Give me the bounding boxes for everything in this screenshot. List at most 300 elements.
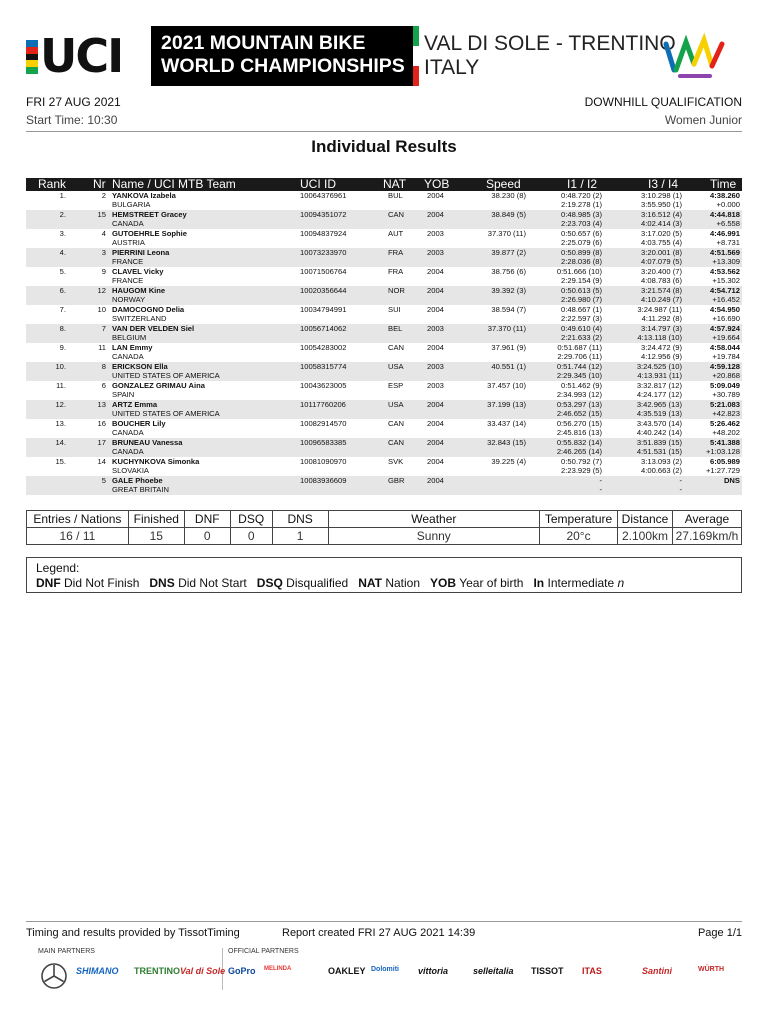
cell-nr: 13 <box>97 400 106 409</box>
cell-team: BULGARIA <box>112 200 151 209</box>
cell-team: SWITZERLAND <box>112 314 167 323</box>
cell-rank: 12. <box>55 400 66 409</box>
table-row <box>26 400 742 419</box>
cell-team: UNITED STATES OF AMERICA <box>112 371 220 380</box>
cell-name: KUCHYNKOVA Simonka <box>112 457 200 466</box>
cell-nr: 17 <box>97 438 106 447</box>
legend-abbr: DNS <box>149 576 175 590</box>
cell-rank: 2. <box>59 210 66 219</box>
cell-rank: 6. <box>59 286 66 295</box>
results-rows <box>26 191 742 495</box>
col-yob: YOB <box>424 177 450 191</box>
cell-gap: +0.000 <box>716 200 740 209</box>
cell-uci-id: 10081090970 <box>300 457 347 466</box>
table-row <box>26 191 742 210</box>
cell-team: CANADA <box>112 447 144 456</box>
cell-i2: 2:22.597 (3) <box>561 314 602 323</box>
summary-table <box>26 510 742 545</box>
cell-name: ARTZ Emma <box>112 400 158 409</box>
summary-header: Distance <box>618 511 673 528</box>
championship-title <box>151 26 413 86</box>
cell-i2: 2:26.980 (7) <box>561 295 602 304</box>
cell-time: 5:21.083 <box>710 400 740 409</box>
cell-i3: 3:13.093 (2) <box>641 457 682 466</box>
cell-time: 5:09.049 <box>710 381 740 390</box>
cell-gap: +19.664 <box>712 333 740 342</box>
cell-speed: 33.437 (14) <box>487 419 526 428</box>
summary-header: Entries / Nations <box>27 511 129 528</box>
cell-speed: 38.849 (5) <box>491 210 526 219</box>
event-line-1: 2021 MOUNTAIN BIKE <box>161 32 366 54</box>
summary-header: DNF <box>184 511 230 528</box>
cell-name: BOUCHER Lily <box>112 419 166 428</box>
cell-nat: BEL <box>388 324 403 333</box>
cell-i3: 3:24.525 (10) <box>636 362 682 371</box>
cell-time: 5:41.388 <box>710 438 740 447</box>
cell-time: 5:26.462 <box>710 419 740 428</box>
legend-text: Did Not Start <box>178 576 247 590</box>
legend-box <box>26 557 742 593</box>
cell-time: 4:54.712 <box>710 286 740 295</box>
cell-name: ERICKSON Ella <box>112 362 168 371</box>
uci-logo-text: UCI <box>40 29 123 83</box>
col-speed: Speed <box>486 177 521 191</box>
cell-gap: +20.868 <box>712 371 740 380</box>
legend-text: Intermediate <box>547 576 615 590</box>
partner-logo: GoPro <box>228 966 256 976</box>
cell-i2: 2:46.265 (14) <box>556 447 602 456</box>
cell-rank: 11. <box>56 381 66 390</box>
cell-i1: 0:48.985 (3) <box>561 210 602 219</box>
cell-rank: 5. <box>59 267 66 276</box>
partner-logo: selleitalia <box>473 966 514 976</box>
cell-name: BRUNEAU Vanessa <box>112 438 183 447</box>
cell-rank: 14. <box>55 438 66 447</box>
cell-rank: 7. <box>59 305 66 314</box>
cell-gap: +1:27.729 <box>706 466 740 475</box>
cell-time: 4:58.044 <box>710 343 740 352</box>
cell-nr: 14 <box>97 457 106 466</box>
official-partners-label: OFFICIAL PARTNERS <box>228 948 299 955</box>
cell-yob: 2004 <box>427 400 444 409</box>
event-line-2: WORLD CHAMPIONSHIPS <box>161 55 405 77</box>
cell-i3: 3:32.817 (12) <box>636 381 682 390</box>
cell-nr: 16 <box>97 419 106 428</box>
cell-i4: 4:08.783 (6) <box>641 276 682 285</box>
cell-time: 4:53.562 <box>710 267 740 276</box>
cell-uci-id: 10096583385 <box>300 438 347 447</box>
cell-i4: 4:10.249 (7) <box>641 295 682 304</box>
cell-i1: 0:51.666 (10) <box>556 267 602 276</box>
cell-i2: 2:23.929 (5) <box>561 466 602 475</box>
table-row <box>26 248 742 267</box>
cell-time: 4:57.924 <box>710 324 740 333</box>
start-time: Start Time: 10:30 <box>26 113 118 127</box>
cell-i2: 2:25.079 (6) <box>561 238 602 247</box>
cell-nr: 6 <box>101 381 106 390</box>
cell-uci-id: 10094351072 <box>300 210 347 219</box>
page-title: Individual Results <box>311 137 457 156</box>
cell-rank: 9. <box>59 343 66 352</box>
cell-speed: 37.199 (13) <box>487 400 526 409</box>
cell-nr: 2 <box>101 191 106 200</box>
cell-i1: - <box>599 476 602 485</box>
race-category: Women Junior <box>664 113 742 127</box>
cell-uci-id: 10054283002 <box>300 343 347 352</box>
legend-text: Did Not Finish <box>64 576 140 590</box>
page-number: Page 1/1 <box>697 927 742 939</box>
cell-yob: 2004 <box>427 343 444 352</box>
cell-i1: 0:55.832 (14) <box>556 438 602 447</box>
cell-gap: +8.731 <box>716 238 740 247</box>
cell-i1: 0:48.720 (2) <box>561 191 602 200</box>
summary-header: Weather <box>328 511 539 528</box>
cell-nr: 11 <box>98 343 106 352</box>
cell-i4: 4:02.414 (3) <box>641 219 682 228</box>
cell-rank: 8. <box>59 324 66 333</box>
table-row <box>26 343 742 362</box>
col-time: Time <box>710 177 737 191</box>
table-row <box>26 419 742 438</box>
race-date: FRI 27 AUG 2021 <box>26 95 121 109</box>
cell-time: 4:51.569 <box>710 248 740 257</box>
uci-logo <box>26 26 151 86</box>
summary-value: 16 / 11 <box>27 528 129 545</box>
cell-i4: 4:11.292 (8) <box>641 314 682 323</box>
cell-name: PIERRINI Leona <box>112 248 170 257</box>
cell-yob: 2004 <box>427 305 444 314</box>
cell-uci-id: 10082914570 <box>300 419 347 428</box>
cell-i4: - <box>679 485 682 494</box>
italian-flag-stripe <box>413 26 419 86</box>
legend-text: Year of birth <box>459 576 524 590</box>
cell-nat: AUT <box>388 229 404 238</box>
cell-gap: +48.202 <box>712 428 740 437</box>
legend-abbr: NAT <box>358 576 382 590</box>
venue-line-2: ITALY <box>424 56 480 79</box>
venue-title <box>424 32 676 80</box>
uci-rainbow-stripes <box>26 40 38 74</box>
legend-abbr: YOB <box>430 576 457 590</box>
cell-i4: 4:00.663 (2) <box>641 466 682 475</box>
table-row <box>26 267 742 286</box>
cell-rank: 10. <box>55 362 66 371</box>
cell-team: BELGIUM <box>112 333 147 342</box>
cell-yob: 2003 <box>427 248 444 257</box>
cell-nr: 7 <box>101 324 106 333</box>
timing-provider: Timing and results provided by TissotTiming <box>26 927 240 939</box>
cell-nat: FRA <box>388 248 404 257</box>
cell-rank: 1. <box>59 191 66 200</box>
table-row <box>26 438 742 457</box>
cell-yob: 2004 <box>427 457 444 466</box>
cell-team: FRANCE <box>112 257 144 266</box>
cell-speed: 37.961 (9) <box>491 343 526 352</box>
cell-nr: 4 <box>101 229 106 238</box>
cell-gap: +13.309 <box>712 257 740 266</box>
cell-yob: 2004 <box>427 438 444 447</box>
cell-time: DNS <box>723 476 740 485</box>
cell-rank: 4. <box>59 248 66 257</box>
summary-value: 1 <box>272 528 328 545</box>
legend-abbr: DSQ <box>256 576 283 590</box>
cell-i3: 3:10.298 (1) <box>641 191 682 200</box>
cell-i4: 4:51.531 (15) <box>636 447 682 456</box>
cell-i2: 2:23.703 (4) <box>561 219 602 228</box>
cell-i4: 4:13.118 (10) <box>637 333 682 342</box>
cell-uci-id: 10020356644 <box>300 286 347 295</box>
cell-i4: 4:24.177 (12) <box>636 390 682 399</box>
cell-speed: 38.594 (7) <box>491 305 526 314</box>
legend-suffix: n <box>617 576 625 590</box>
partner-logo: Val di Sole <box>180 966 226 976</box>
cell-nat: NOR <box>388 286 405 295</box>
col-name: Name / UCI MTB Team <box>112 177 236 191</box>
cell-i1: 0:49.610 (4) <box>561 324 602 333</box>
cell-team: SLOVAKIA <box>112 466 150 475</box>
cell-yob: 2004 <box>427 419 444 428</box>
cell-nr: 15 <box>97 210 106 219</box>
cell-i2: 2:45.816 (13) <box>556 428 602 437</box>
cell-team: NORWAY <box>112 295 146 304</box>
cell-uci-id: 10043623005 <box>300 381 347 390</box>
cell-team: GREAT BRITAIN <box>112 485 169 494</box>
cell-i1: 0:50.613 (5) <box>561 286 602 295</box>
cell-name: HEMSTREET Gracey <box>112 210 187 219</box>
cell-gap: +16.452 <box>712 295 740 304</box>
summary-value: 27.169km/h <box>672 528 741 545</box>
summary-value: 0 <box>184 528 230 545</box>
cell-speed: 37.370 (11) <box>487 324 526 333</box>
cell-yob: 2003 <box>427 381 444 390</box>
cell-time: 4:44.818 <box>710 210 740 219</box>
partner-logo: ITAS <box>582 966 602 976</box>
cell-nat: CAN <box>388 419 405 428</box>
cell-speed: 37.370 (11) <box>487 229 526 238</box>
legend-abbr: In <box>533 576 545 590</box>
partner-logo: Santini <box>642 966 673 976</box>
cell-i1: 0:50.792 (7) <box>561 457 602 466</box>
race-discipline: DOWNHILL QUALIFICATION <box>584 95 742 109</box>
cell-time: 4:46.991 <box>710 229 740 238</box>
col-nat: NAT <box>383 177 407 191</box>
cell-nat: CAN <box>388 343 405 352</box>
cell-i4: 3:55.950 (1) <box>641 200 682 209</box>
summary-header: DNS <box>272 511 328 528</box>
cell-i1: 0:56.270 (15) <box>556 419 602 428</box>
cell-nat: BUL <box>388 191 403 200</box>
cell-team: CANADA <box>112 352 144 361</box>
partner-logo: WÜRTH <box>698 966 725 973</box>
cell-i3: 3:16.512 (4) <box>641 210 682 219</box>
cell-gap: +15.302 <box>712 276 740 285</box>
cell-i1: 0:53.297 (13) <box>556 400 602 409</box>
report-created: Report created FRI 27 AUG 2021 14:39 <box>282 927 476 939</box>
partners-strip <box>26 948 742 998</box>
cell-nat: USA <box>388 400 404 409</box>
summary-header-row <box>27 511 742 528</box>
cell-nr: 8 <box>101 362 106 371</box>
cell-team: AUSTRIA <box>112 238 145 247</box>
legend-items <box>36 576 624 590</box>
cell-team: CANADA <box>112 428 144 437</box>
cell-yob: 2003 <box>427 324 444 333</box>
cell-i4: 4:35.519 (13) <box>636 409 682 418</box>
cell-i1: 0:51.687 (11) <box>557 343 602 352</box>
cell-uci-id: 10073233970 <box>300 248 347 257</box>
cell-i4: 4:12.956 (9) <box>641 352 682 361</box>
partner-logo: Dolomiti <box>371 966 399 973</box>
cell-yob: 2003 <box>427 229 444 238</box>
cell-name: YANKOVA Izabela <box>112 191 176 200</box>
cell-i3: 3:51.839 (15) <box>636 438 682 447</box>
footer-divider <box>26 921 742 922</box>
cell-i3: 3:17.020 (5) <box>641 229 682 238</box>
cell-nat: CAN <box>388 438 405 447</box>
cell-team: SPAIN <box>112 390 135 399</box>
summary-header: Average <box>672 511 741 528</box>
cell-team: CANADA <box>112 219 144 228</box>
cell-uci-id: 10064376961 <box>300 191 347 200</box>
partner-logo: vittoria <box>418 966 449 976</box>
cell-i2: 2:28.036 (8) <box>561 257 602 266</box>
cell-nr: 5 <box>101 476 106 485</box>
cell-i2: 2:34.993 (12) <box>556 390 602 399</box>
cell-time: 4:59.128 <box>710 362 740 371</box>
summary-value-row <box>27 528 742 545</box>
cell-nat: USA <box>388 362 404 371</box>
cell-uci-id: 10094837924 <box>300 229 347 238</box>
col-uci-id: UCI ID <box>300 177 336 191</box>
partner-logo: TISSOT <box>531 966 564 976</box>
cell-i1: 0:50.899 (8) <box>561 248 602 257</box>
summary-header: Finished <box>128 511 184 528</box>
cell-speed: 38.756 (6) <box>491 267 526 276</box>
results-header <box>26 178 742 191</box>
col-nr: Nr <box>93 177 106 191</box>
event-banner <box>26 26 742 86</box>
table-row <box>26 362 742 381</box>
cell-i3: 3:24.987 (11) <box>637 305 682 314</box>
legend-title: Legend: <box>36 561 80 575</box>
cell-i3: 3:20.001 (8) <box>641 248 682 257</box>
partner-logo: MELINDA <box>264 966 292 972</box>
summary-value: 20°c <box>540 528 618 545</box>
cell-nr: 3 <box>101 248 106 257</box>
col-i1i2: I1 / I2 <box>567 177 598 191</box>
cell-yob: 2004 <box>427 267 444 276</box>
cell-uci-id: 10034794991 <box>300 305 347 314</box>
summary-value: 2.100km <box>618 528 673 545</box>
cell-name: DAMOCOGNO Delia <box>112 305 185 314</box>
cell-gap: +1:03.128 <box>706 447 740 456</box>
table-row <box>26 286 742 305</box>
cell-time: 6:05.989 <box>710 457 740 466</box>
cell-speed: 39.225 (4) <box>491 457 526 466</box>
cell-speed: 37.457 (10) <box>487 381 526 390</box>
legend-text: Nation <box>385 576 421 590</box>
cell-speed: 38.230 (8) <box>491 191 526 200</box>
partner-logo: TRENTINO <box>134 966 180 976</box>
summary-value: 15 <box>128 528 184 545</box>
cell-yob: 2004 <box>427 286 444 295</box>
cell-uci-id: 10058315774 <box>300 362 347 371</box>
results-table <box>26 178 742 495</box>
table-row <box>26 324 742 343</box>
mercedes-logo-icon <box>40 962 68 990</box>
cell-i3: 3:43.570 (14) <box>636 419 682 428</box>
cell-i1: 0:51.744 (12) <box>556 362 602 371</box>
col-rank: Rank <box>38 177 67 191</box>
cell-i2: 2:19.278 (1) <box>561 200 602 209</box>
val-di-sole-logo-icon <box>660 30 732 82</box>
cell-nr: 12 <box>97 286 106 295</box>
cell-name: CLAVEL Vicky <box>112 267 164 276</box>
cell-i2: 2:29.154 (9) <box>561 276 602 285</box>
summary-header: DSQ <box>230 511 272 528</box>
cell-gap: +16.690 <box>712 314 740 323</box>
divider <box>26 131 742 132</box>
cell-uci-id: 10083936609 <box>300 476 347 485</box>
cell-uci-id: 10056714062 <box>300 324 347 333</box>
cell-speed: 39.392 (3) <box>491 286 526 295</box>
main-partners-label: MAIN PARTNERS <box>38 948 95 955</box>
table-row <box>26 457 742 476</box>
cell-name: VAN DER VELDEN Siel <box>112 324 195 333</box>
cell-uci-id: 10117760206 <box>300 400 346 409</box>
cell-i2: 2:21.633 (2) <box>561 333 602 342</box>
cell-i3: - <box>679 476 682 485</box>
cell-i3: 3:42.965 (13) <box>636 400 682 409</box>
cell-i4: 4:40.242 (14) <box>636 428 682 437</box>
cell-name: GONZALEZ GRIMAU Aina <box>112 381 205 390</box>
cell-i2: 2:29.706 (11) <box>557 352 602 361</box>
cell-team: UNITED STATES OF AMERICA <box>112 409 220 418</box>
cell-i3: 3:20.400 (7) <box>641 267 682 276</box>
summary-header: Temperature <box>540 511 618 528</box>
cell-gap: +19.784 <box>712 352 740 361</box>
cell-i1: 0:50.657 (6) <box>561 229 602 238</box>
cell-nat: SUI <box>388 305 401 314</box>
summary-value: 0 <box>230 528 272 545</box>
legend-text: Disqualified <box>286 576 349 590</box>
cell-name: GALE Phoebe <box>112 476 163 485</box>
cell-i3: 3:14.797 (3) <box>641 324 682 333</box>
table-row <box>26 229 742 248</box>
table-row <box>26 476 742 495</box>
cell-yob: 2004 <box>427 191 444 200</box>
cell-nat: SVK <box>388 457 404 466</box>
cell-i2: 2:46.652 (15) <box>556 409 602 418</box>
cell-gap: +30.789 <box>712 390 740 399</box>
table-row <box>26 305 742 324</box>
cell-nr: 10 <box>97 305 106 314</box>
partner-logo: SHIMANO <box>76 966 119 976</box>
cell-team: FRANCE <box>112 276 144 285</box>
cell-gap: +42.823 <box>712 409 740 418</box>
partner-logo: OAKLEY <box>328 966 366 976</box>
cell-i3: 3:24.472 (9) <box>641 343 682 352</box>
cell-i4: 4:13.931 (11) <box>637 371 682 380</box>
cell-gap: +6.558 <box>716 219 740 228</box>
cell-i4: 4:07.079 (5) <box>641 257 682 266</box>
cell-speed: 32.843 (15) <box>487 438 526 447</box>
cell-nat: FRA <box>388 267 404 276</box>
cell-nat: ESP <box>388 381 404 390</box>
venue-line-1: VAL DI SOLE - TRENTINO <box>424 32 676 55</box>
cell-i2: - <box>599 485 602 494</box>
cell-rank: 13. <box>55 419 66 428</box>
